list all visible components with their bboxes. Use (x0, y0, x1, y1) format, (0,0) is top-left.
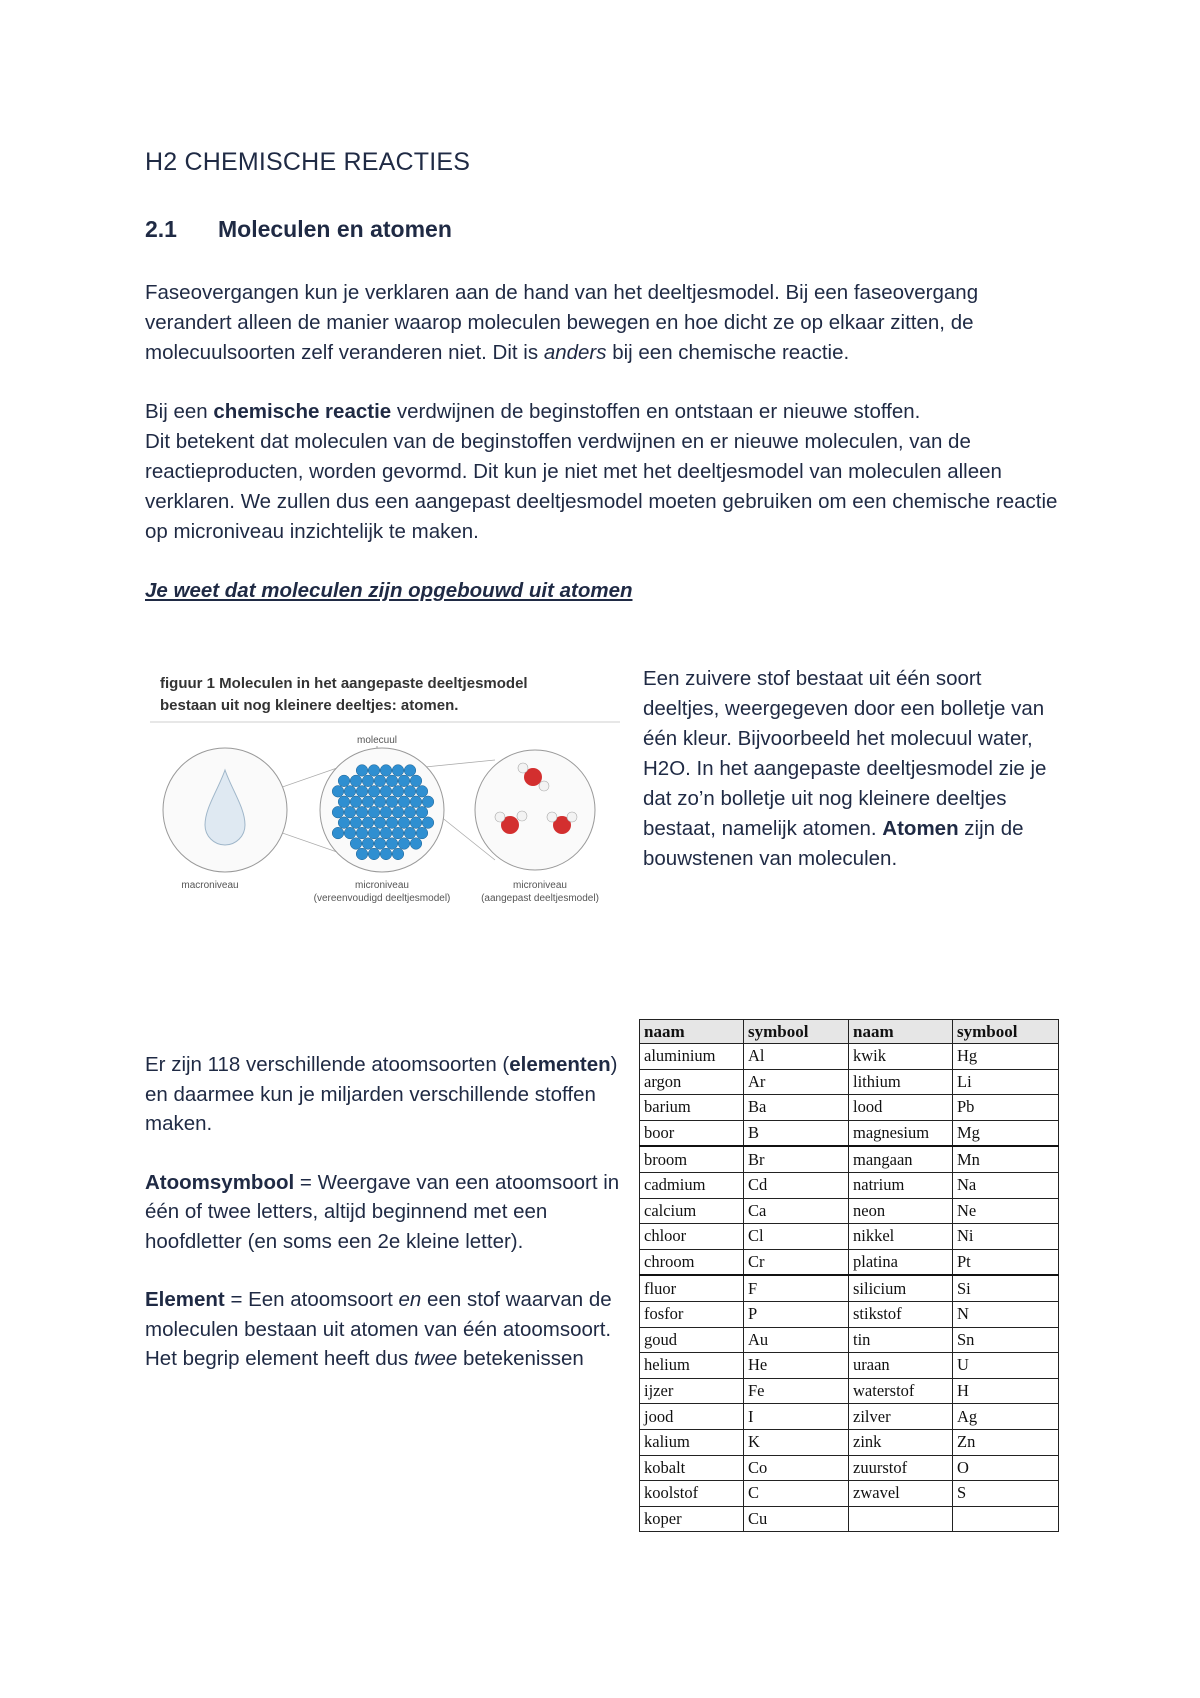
cell-naam: goud (640, 1327, 744, 1353)
cell-symbool: Hg (953, 1044, 1059, 1070)
table-row (640, 1506, 1059, 1532)
table-row (640, 1249, 1059, 1275)
molecule-sphere (356, 765, 368, 777)
header-naam: naam (849, 1020, 953, 1044)
molecule-sphere (374, 775, 386, 787)
molecule-sphere (404, 786, 416, 798)
molecule-figure (150, 660, 630, 910)
cell-naam: magnesium (849, 1120, 953, 1146)
cell-naam: kobalt (640, 1455, 744, 1481)
molecule-sphere (380, 765, 392, 777)
cell-naam: zwavel (849, 1481, 953, 1507)
cell-symbool: Fe (744, 1378, 849, 1404)
cell-symbool: K (744, 1429, 849, 1455)
molecule-sphere (380, 848, 392, 860)
molecule-sphere (392, 806, 404, 818)
cell-symbool: H (953, 1378, 1059, 1404)
cell-symbool: Cu (744, 1506, 849, 1532)
cell-naam: lood (849, 1095, 953, 1121)
table-row (640, 1146, 1059, 1172)
molecule-sphere (392, 827, 404, 839)
cell-symbool: Ag (953, 1404, 1059, 1430)
table-row (640, 1455, 1059, 1481)
table-row (640, 1120, 1059, 1146)
text-run: = Weergave van een atoomsoort in één of twee letters, altijd beginnend met een hoofdletter (en soms een 2e kleine letter). (145, 1170, 620, 1253)
table-row (640, 1198, 1059, 1224)
cell-symbool: B (744, 1120, 849, 1146)
cell-symbool: Sn (953, 1327, 1059, 1353)
cell-naam: barium (640, 1095, 744, 1121)
cell-naam: broom (640, 1146, 744, 1172)
molecule-sphere (398, 775, 410, 787)
text-run: zijn de bouwstenen van moleculen. (643, 817, 1024, 870)
text-run: bij een chemische reactie. (606, 341, 850, 364)
cell-naam: argon (640, 1069, 744, 1095)
cell-symbool: I (744, 1404, 849, 1430)
molecule-sphere (380, 827, 392, 839)
cell-naam: ijzer (640, 1378, 744, 1404)
header-naam: naam (640, 1020, 744, 1044)
molecule-sphere (332, 827, 344, 839)
header-symbool: symbool (953, 1020, 1059, 1044)
cell-naam (849, 1506, 953, 1532)
paragraph-faseovergangen (145, 278, 1065, 368)
molecule-sphere (374, 796, 386, 808)
molecule-sphere (398, 838, 410, 850)
header-symbool: symbool (744, 1020, 849, 1044)
cell-symbool: Ca (744, 1198, 849, 1224)
molecule-sphere (374, 838, 386, 850)
cell-symbool (953, 1506, 1059, 1532)
molecule-sphere (350, 838, 362, 850)
term-element: Element (145, 1288, 225, 1311)
cell-symbool: Al (744, 1044, 849, 1070)
cell-naam: stikstof (849, 1301, 953, 1327)
cell-naam: uraan (849, 1353, 953, 1379)
molecule-sphere (356, 786, 368, 798)
table-row (640, 1095, 1059, 1121)
cell-symbool: Br (744, 1146, 849, 1172)
molecule-sphere (392, 848, 404, 860)
cell-naam: boor (640, 1120, 744, 1146)
paragraph-two-meanings (145, 1344, 625, 1374)
table-row (640, 1404, 1059, 1430)
molecule-sphere (368, 827, 380, 839)
cell-naam: mangaan (849, 1146, 953, 1172)
molecule-sphere (362, 838, 374, 850)
cell-naam: zilver (849, 1404, 953, 1430)
table-row (640, 1224, 1059, 1250)
molecule-sphere (350, 817, 362, 829)
molecule-sphere (356, 848, 368, 860)
page-heading: H2 CHEMISCHE REACTIES (145, 148, 471, 176)
cell-naam: koper (640, 1506, 744, 1532)
molecule-sphere (356, 827, 368, 839)
molecule-sphere (398, 817, 410, 829)
cell-symbool: Cd (744, 1172, 849, 1198)
molecule-sphere (410, 775, 422, 787)
paragraph-chemische-reactie (145, 397, 1065, 547)
cell-symbool: Mg (953, 1120, 1059, 1146)
molecule-sphere (380, 806, 392, 818)
molecule-sphere (368, 786, 380, 798)
molecule-sphere (344, 786, 356, 798)
molecule-sphere (362, 796, 374, 808)
text-run: = Een atoomsoort (224, 1288, 399, 1311)
hydrogen-atom (518, 763, 528, 773)
cell-naam: platina (849, 1249, 953, 1275)
table-row (640, 1481, 1059, 1507)
cell-naam: silicium (849, 1275, 953, 1301)
cell-naam: chloor (640, 1224, 744, 1250)
molecule-sphere (350, 796, 362, 808)
label-macroniveau: macroniveau (181, 880, 239, 891)
section-title: Moleculen en atomen (218, 216, 452, 242)
molecule-sphere (416, 786, 428, 798)
text-run: Het begrip element heeft dus (145, 1347, 414, 1370)
term-atomen: Atomen (882, 817, 959, 840)
cell-symbool: Pb (953, 1095, 1059, 1121)
cell-naam: chroom (640, 1249, 744, 1275)
cell-symbool: Pt (953, 1249, 1059, 1275)
molecule-sphere (392, 786, 404, 798)
molecule-sphere (422, 817, 434, 829)
table-row (640, 1378, 1059, 1404)
molecule-sphere (362, 775, 374, 787)
cell-naam: tin (849, 1327, 953, 1353)
figure-caption-line2: bestaan uit nog kleinere deeltjes: atomen. (160, 697, 459, 714)
cell-symbool: Co (744, 1455, 849, 1481)
table-row (640, 1353, 1059, 1379)
label-molecuul: molecuul (356, 735, 398, 746)
cell-naam: aluminium (640, 1044, 744, 1070)
molecule-sphere (374, 817, 386, 829)
molecule-sphere (416, 827, 428, 839)
cell-naam: zuurstof (849, 1455, 953, 1481)
table-row (640, 1044, 1059, 1070)
cell-naam: neon (849, 1198, 953, 1224)
molecule-sphere (392, 765, 404, 777)
molecule-sphere (404, 806, 416, 818)
molecule-sphere (368, 806, 380, 818)
cell-symbool: Cl (744, 1224, 849, 1250)
label-microniveau-2: microniveau (513, 880, 567, 891)
molecule-sphere (332, 786, 344, 798)
table-row (640, 1172, 1059, 1198)
cell-symbool: Cr (744, 1249, 849, 1275)
molecule-sphere (344, 806, 356, 818)
hydrogen-atom (495, 812, 505, 822)
molecule-sphere (338, 817, 350, 829)
table-body (640, 1044, 1059, 1532)
definition-atoomsymbool (145, 1168, 625, 1257)
elements-table (639, 1019, 1059, 1532)
figure-caption-line1: figuur 1 Moleculen in het aangepaste deeltjesmodel (160, 675, 528, 692)
molecule-sphere (368, 765, 380, 777)
molecule-sphere (410, 817, 422, 829)
molecule-sphere (410, 796, 422, 808)
term-chemische-reactie: chemische reactie (213, 400, 392, 423)
cell-symbool: Ar (744, 1069, 849, 1095)
molecule-sphere (422, 796, 434, 808)
micro-circle-adapted (475, 750, 595, 870)
table-row (640, 1275, 1059, 1301)
hydrogen-atom (547, 812, 557, 822)
label-microniveau-1: microniveau (355, 880, 409, 891)
molecule-sphere (386, 775, 398, 787)
text-run: betekenissen (457, 1347, 584, 1370)
table-header-row (640, 1020, 1059, 1044)
cell-symbool: Mn (953, 1146, 1059, 1172)
emphasis-en: en (398, 1288, 422, 1311)
text-run: Faseovergangen kun je verklaren aan de hand van het deeltjesmodel. Bij een faseovergang verandert alleen de manier waarop moleculen bewegen en hoe dicht ze op elkaar zitten, de molecuulsoorten zelf veranderen niet. Dit is (145, 281, 979, 364)
table-row (640, 1327, 1059, 1353)
molecule-sphere (338, 775, 350, 787)
molecule-sphere (380, 786, 392, 798)
cell-symbool: O (953, 1455, 1059, 1481)
cell-naam: natrium (849, 1172, 953, 1198)
term-atoomsymbool: Atoomsymbool (145, 1170, 295, 1194)
molecule-sphere (404, 827, 416, 839)
text-run: een stof waarvan de moleculen bestaan uit atomen van één atoomsoort. (145, 1288, 612, 1341)
hydrogen-atom (539, 781, 549, 791)
paragraph-atoomsoorten (145, 1050, 625, 1139)
text-run: ) en daarmee kun je miljarden verschillende stoffen maken. (145, 1053, 618, 1135)
molecule-sphere (386, 796, 398, 808)
molecule-sphere (398, 796, 410, 808)
molecule-sphere (404, 765, 416, 777)
molecule-sphere (410, 838, 422, 850)
cell-naam: koolstof (640, 1481, 744, 1507)
cell-symbool: U (953, 1353, 1059, 1379)
cell-naam: nikkel (849, 1224, 953, 1250)
cell-naam: zink (849, 1429, 953, 1455)
hydrogen-atom (567, 812, 577, 822)
molecule-sphere (368, 848, 380, 860)
cell-naam: jood (640, 1404, 744, 1430)
text-run: Bij een (145, 400, 214, 423)
table-row (640, 1069, 1059, 1095)
cell-symbool: Na (953, 1172, 1059, 1198)
cell-symbool: He (744, 1353, 849, 1379)
cell-symbool: Zn (953, 1429, 1059, 1455)
label-microniveau-1-sub: (vereenvoudigd deeltjesmodel) (313, 893, 451, 904)
subheading-atomen: Je weet dat moleculen zijn opgebouwd uit atomen (145, 579, 633, 602)
molecule-sphere (344, 827, 356, 839)
label-microniveau-2-sub: (aangepast deeltjesmodel) (481, 893, 599, 904)
table-row (640, 1429, 1059, 1455)
emphasis-twee: twee (413, 1347, 458, 1370)
text-run: Er zijn 118 verschillende atoomsoorten ( (145, 1053, 510, 1076)
text-run: Dit betekent dat moleculen van de beginstoffen verdwijnen en er nieuwe moleculen, van de reactieproducten, worden gevormd. Dit kun je niet met het deeltjesmodel van moleculen alleen verklaren. We zullen dus een aangepast deeltjesmodel moeten gebruiken om een chemische reactie op microniveau inzichtelijk te maken. (145, 430, 1058, 543)
definition-element (145, 1285, 625, 1344)
molecule-sphere (386, 838, 398, 850)
cell-symbool: F (744, 1275, 849, 1301)
cell-naam: calcium (640, 1198, 744, 1224)
term-elementen: elementen (509, 1053, 611, 1076)
cell-symbool: C (744, 1481, 849, 1507)
section-number: 2.1 (145, 216, 177, 242)
molecule-sphere (362, 817, 374, 829)
cell-symbool: S (953, 1481, 1059, 1507)
molecule-sphere (416, 806, 428, 818)
cell-naam: cadmium (640, 1172, 744, 1198)
cell-symbool: Li (953, 1069, 1059, 1095)
cell-naam: helium (640, 1353, 744, 1379)
definitions-block (145, 1050, 625, 1374)
cell-naam: lithium (849, 1069, 953, 1095)
table-row (640, 1301, 1059, 1327)
molecule-sphere (386, 817, 398, 829)
cell-symbool: Ni (953, 1224, 1059, 1250)
side-paragraph (643, 664, 1063, 874)
cell-symbool: Ne (953, 1198, 1059, 1224)
cell-naam: fosfor (640, 1301, 744, 1327)
cell-symbool: Ba (744, 1095, 849, 1121)
cell-naam: kwik (849, 1044, 953, 1070)
cell-symbool: P (744, 1301, 849, 1327)
text-run: verdwijnen de beginstoffen en ontstaan er nieuwe stoffen. (391, 400, 921, 423)
cell-naam: waterstof (849, 1378, 953, 1404)
cell-naam: kalium (640, 1429, 744, 1455)
molecule-sphere (350, 775, 362, 787)
emphasis-anders: anders (543, 341, 607, 364)
molecule-sphere (338, 796, 350, 808)
cell-symbool: Si (953, 1275, 1059, 1301)
cell-symbool: N (953, 1301, 1059, 1327)
cell-symbool: Au (744, 1327, 849, 1353)
molecule-sphere (332, 806, 344, 818)
section-heading (145, 216, 452, 243)
cell-naam: fluor (640, 1275, 744, 1301)
hydrogen-atom (517, 811, 527, 821)
molecule-sphere (356, 806, 368, 818)
text-run: Een zuivere stof bestaat uit één soort deeltjes, weergegeven door een bolletje van één kleur. Bijvoorbeeld het molecuul water, H2O. In het aangepaste deeltjesmodel zie je dat zo’n bolletje uit nog kleinere deeltjes bestaat, namelijk atomen. (643, 667, 1047, 840)
